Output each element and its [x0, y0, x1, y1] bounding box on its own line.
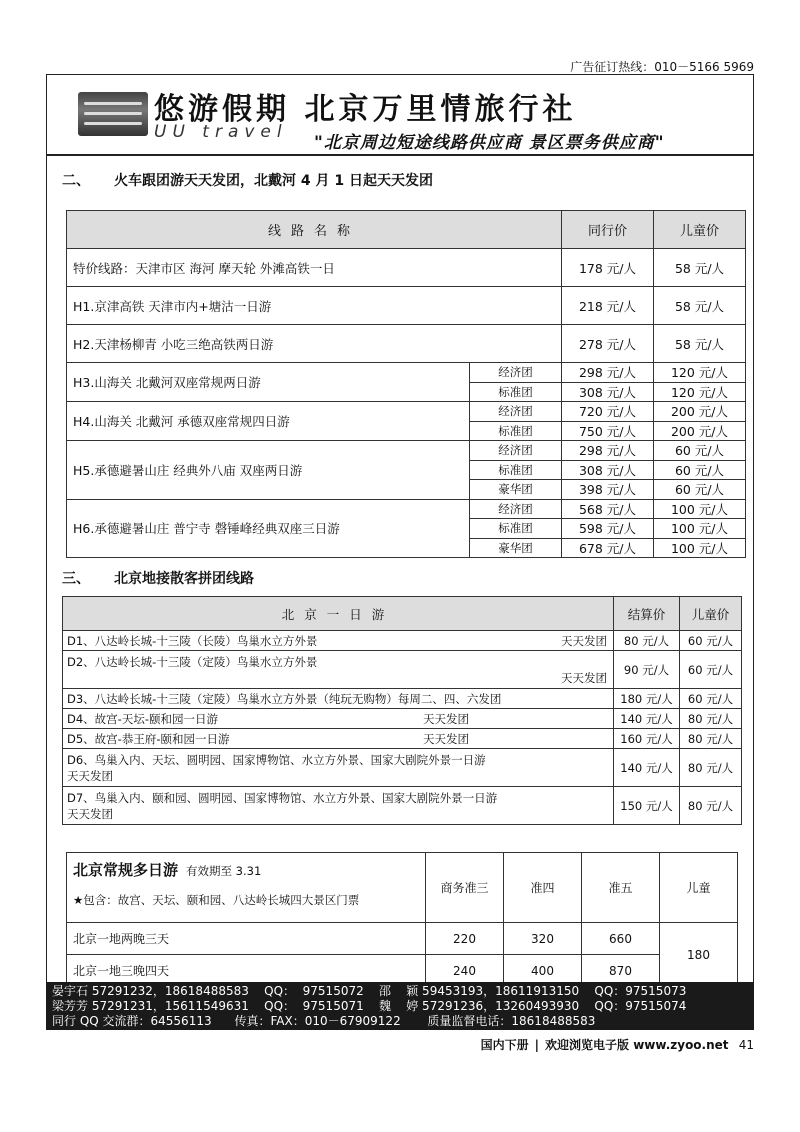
tour-route: D6、鸟巢入内、天坛、圆明园、国家博物馆、水立方外景、国家大剧院外景一日游 — [67, 752, 486, 767]
col-business-3: 商务准三 — [426, 853, 504, 923]
departure-schedule: 天天发团 — [67, 768, 113, 783]
settle-price: 90 元/人 — [614, 651, 680, 689]
tour-route: D2、八达岭长城-十三陵（定陵）鸟巢水立方外景 — [67, 654, 318, 669]
tour-description — [63, 729, 614, 749]
departure-schedule: 天天发团 — [423, 731, 469, 746]
tier-label: 标准团 — [470, 382, 562, 402]
price-cell: 220 — [426, 923, 504, 955]
tour-description — [63, 749, 614, 787]
section-2-title — [62, 170, 433, 190]
brand-slogan: "北京周边短途线路供应商 景区票务供应商" — [314, 133, 665, 153]
multi-day-title: 北京常规多日游 — [73, 861, 179, 879]
tier-label: 经济团 — [470, 363, 562, 383]
footer-volume: 国内下册 — [480, 1038, 529, 1052]
section-3-title — [62, 568, 254, 588]
row-label: 北京一地三晚四天 — [67, 955, 426, 987]
route-name: H3.山海关 北戴河双座常规两日游 — [67, 363, 470, 402]
section-2-text: 火车跟团游天天发团，北戴河 4 月 1 日起天天发团 — [114, 173, 433, 189]
contact-line: 梁芳芳 57291231，15611549631 QQ： 97515071 魏 婷 57291236，13260493930 QQ：97515074 — [52, 999, 687, 1013]
tier-label: 豪华团 — [470, 538, 562, 558]
price-cell: 240 — [426, 955, 504, 987]
col-trade-price: 同行价 — [562, 211, 654, 249]
contact-bar — [46, 982, 754, 1030]
route-name: H5.承德避暑山庄 经典外八庙 双座两日游 — [67, 441, 470, 500]
table-row — [67, 402, 746, 422]
col-quasi-5: 准五 — [582, 853, 660, 923]
settle-price: 180 元/人 — [614, 689, 680, 709]
departure-schedule: 天天发团 — [561, 670, 607, 685]
child-price: 60 元/人 — [680, 631, 742, 651]
trade-price: 278 元/人 — [562, 325, 654, 363]
multi-day-includes: ★包含：故宫、天坛、颐和园、八达岭长城四大景区门票 — [73, 893, 360, 907]
child-price: 100 元/人 — [654, 538, 746, 558]
tour-description — [63, 631, 614, 651]
child-price: 200 元/人 — [654, 421, 746, 441]
settle-price: 140 元/人 — [614, 749, 680, 787]
child-price: 60 元/人 — [680, 651, 742, 689]
trade-price: 598 元/人 — [562, 519, 654, 539]
table-row — [67, 287, 746, 325]
table-row — [67, 499, 746, 519]
trade-price: 308 元/人 — [562, 460, 654, 480]
settle-price: 80 元/人 — [614, 631, 680, 651]
child-price: 80 元/人 — [680, 709, 742, 729]
departure-schedule: 天天发团 — [423, 711, 469, 726]
child-price-cell: 180 — [660, 923, 738, 987]
brand-name: 悠游假期 北京万里情旅行社 — [154, 92, 577, 127]
brand-english: UU travel — [154, 122, 288, 142]
tier-label: 经济团 — [470, 441, 562, 461]
col-settle-price: 结算价 — [614, 597, 680, 631]
route-name: 特价线路：天津市区 海河 摩天轮 外滩高铁一日 — [67, 249, 562, 287]
child-price: 200 元/人 — [654, 402, 746, 422]
settle-price: 160 元/人 — [614, 729, 680, 749]
col-day-tour: 北京一日游 — [63, 597, 614, 631]
trade-price: 308 元/人 — [562, 382, 654, 402]
table-row — [67, 441, 746, 461]
table-row — [67, 363, 746, 383]
child-price: 60 元/人 — [654, 480, 746, 500]
child-price: 60 元/人 — [680, 689, 742, 709]
child-price: 100 元/人 — [654, 519, 746, 539]
child-price: 80 元/人 — [680, 729, 742, 749]
tier-label: 标准团 — [470, 519, 562, 539]
tour-route: D5、故宫-恭王府-颐和园一日游 — [67, 731, 230, 746]
settle-price: 150 元/人 — [614, 787, 680, 825]
section-3-text: 北京地接散客拼团线路 — [114, 571, 254, 587]
trade-price: 298 元/人 — [562, 363, 654, 383]
tour-description — [63, 787, 614, 825]
departure-schedule: 天天发团 — [67, 806, 113, 821]
table-row — [67, 249, 746, 287]
col-child-price: 儿童价 — [654, 211, 746, 249]
child-price: 80 元/人 — [680, 787, 742, 825]
trade-price: 218 元/人 — [562, 287, 654, 325]
trade-price: 720 元/人 — [562, 402, 654, 422]
tour-route: D7、鸟巢入内、颐和园、圆明园、国家博物馆、水立方外景、国家大剧院外景一日游 — [67, 790, 498, 805]
col-route-name: 线路名称 — [67, 211, 562, 249]
child-price: 60 元/人 — [654, 441, 746, 461]
page-number: 41 — [738, 1038, 754, 1052]
trade-price: 298 元/人 — [562, 441, 654, 461]
route-name: H1.京津高铁 天津市内+塘沽一日游 — [67, 287, 562, 325]
tier-label: 经济团 — [470, 402, 562, 422]
train-tour-table — [66, 210, 746, 558]
price-cell: 870 — [582, 955, 660, 987]
tour-description — [63, 709, 614, 729]
footer-website: 欢迎浏览电子版 www.zyoo.net — [545, 1038, 729, 1052]
col-child: 儿童 — [660, 853, 738, 923]
child-price: 120 元/人 — [654, 363, 746, 383]
settle-price: 140 元/人 — [614, 709, 680, 729]
route-name: H2.天津杨柳青 小吃三绝高铁两日游 — [67, 325, 562, 363]
trade-price: 568 元/人 — [562, 499, 654, 519]
trade-price: 678 元/人 — [562, 538, 654, 558]
tier-label: 豪华团 — [470, 480, 562, 500]
tour-description — [63, 651, 614, 689]
col-quasi-4: 准四 — [504, 853, 582, 923]
table-row — [63, 709, 742, 729]
brand-header — [46, 74, 754, 156]
tour-route: D3、八达岭长城-十三陵（定陵）鸟巢水立方外景（纯玩无购物）每周二、四、六发团 — [67, 691, 502, 706]
tour-description — [63, 689, 614, 709]
fish-logo-icon — [78, 92, 148, 136]
col-child-price-2: 儿童价 — [680, 597, 742, 631]
trade-price: 178 元/人 — [562, 249, 654, 287]
child-price: 58 元/人 — [654, 249, 746, 287]
multi-day-validity: 有效期至 3.31 — [186, 864, 262, 878]
contact-line: 晏宇石 57291232，18618488583 QQ： 97515072 邵 颖 59453193，18611913150 QQ：97515073 — [52, 984, 687, 998]
row-label: 北京一地两晚三天 — [67, 923, 426, 955]
table-row — [63, 729, 742, 749]
section-2-number: 二、 — [62, 173, 90, 189]
tier-label: 标准团 — [470, 421, 562, 441]
tour-route: D4、故宫-天坛-颐和园一日游 — [67, 711, 218, 726]
child-price: 80 元/人 — [680, 749, 742, 787]
price-cell: 660 — [582, 923, 660, 955]
route-name: H6.承德避暑山庄 普宁寺 磬锤峰经典双座三日游 — [67, 499, 470, 558]
page-footer: 国内下册 | 欢迎浏览电子版 www.zyoo.net 41 — [480, 1038, 754, 1052]
table-row — [63, 787, 742, 825]
price-cell: 400 — [504, 955, 582, 987]
section-3-number: 三、 — [62, 571, 90, 587]
multi-day-tour-table — [66, 852, 738, 987]
table-row — [67, 325, 746, 363]
child-price: 60 元/人 — [654, 460, 746, 480]
multi-day-title-cell — [67, 853, 426, 923]
table-row — [63, 689, 742, 709]
child-price: 120 元/人 — [654, 382, 746, 402]
child-price: 58 元/人 — [654, 325, 746, 363]
table-row — [63, 651, 742, 689]
price-cell: 320 — [504, 923, 582, 955]
route-name: H4.山海关 北戴河 承德双座常规四日游 — [67, 402, 470, 441]
contact-line: 同行 QQ 交流群：64556113 传真：FAX：010－67909122 质量监督电话：18618488583 — [52, 1014, 596, 1028]
child-price: 58 元/人 — [654, 287, 746, 325]
ad-hotline: 广告征订热线：010－5166 5969 — [570, 60, 754, 74]
child-price: 100 元/人 — [654, 499, 746, 519]
beijing-day-tour-table — [62, 596, 742, 825]
departure-schedule: 天天发团 — [561, 633, 607, 648]
table-row — [63, 631, 742, 651]
tier-label: 标准团 — [470, 460, 562, 480]
tier-label: 经济团 — [470, 499, 562, 519]
trade-price: 398 元/人 — [562, 480, 654, 500]
tour-route: D1、八达岭长城-十三陵（长陵）鸟巢水立方外景 — [67, 633, 318, 648]
table-row — [63, 749, 742, 787]
trade-price: 750 元/人 — [562, 421, 654, 441]
